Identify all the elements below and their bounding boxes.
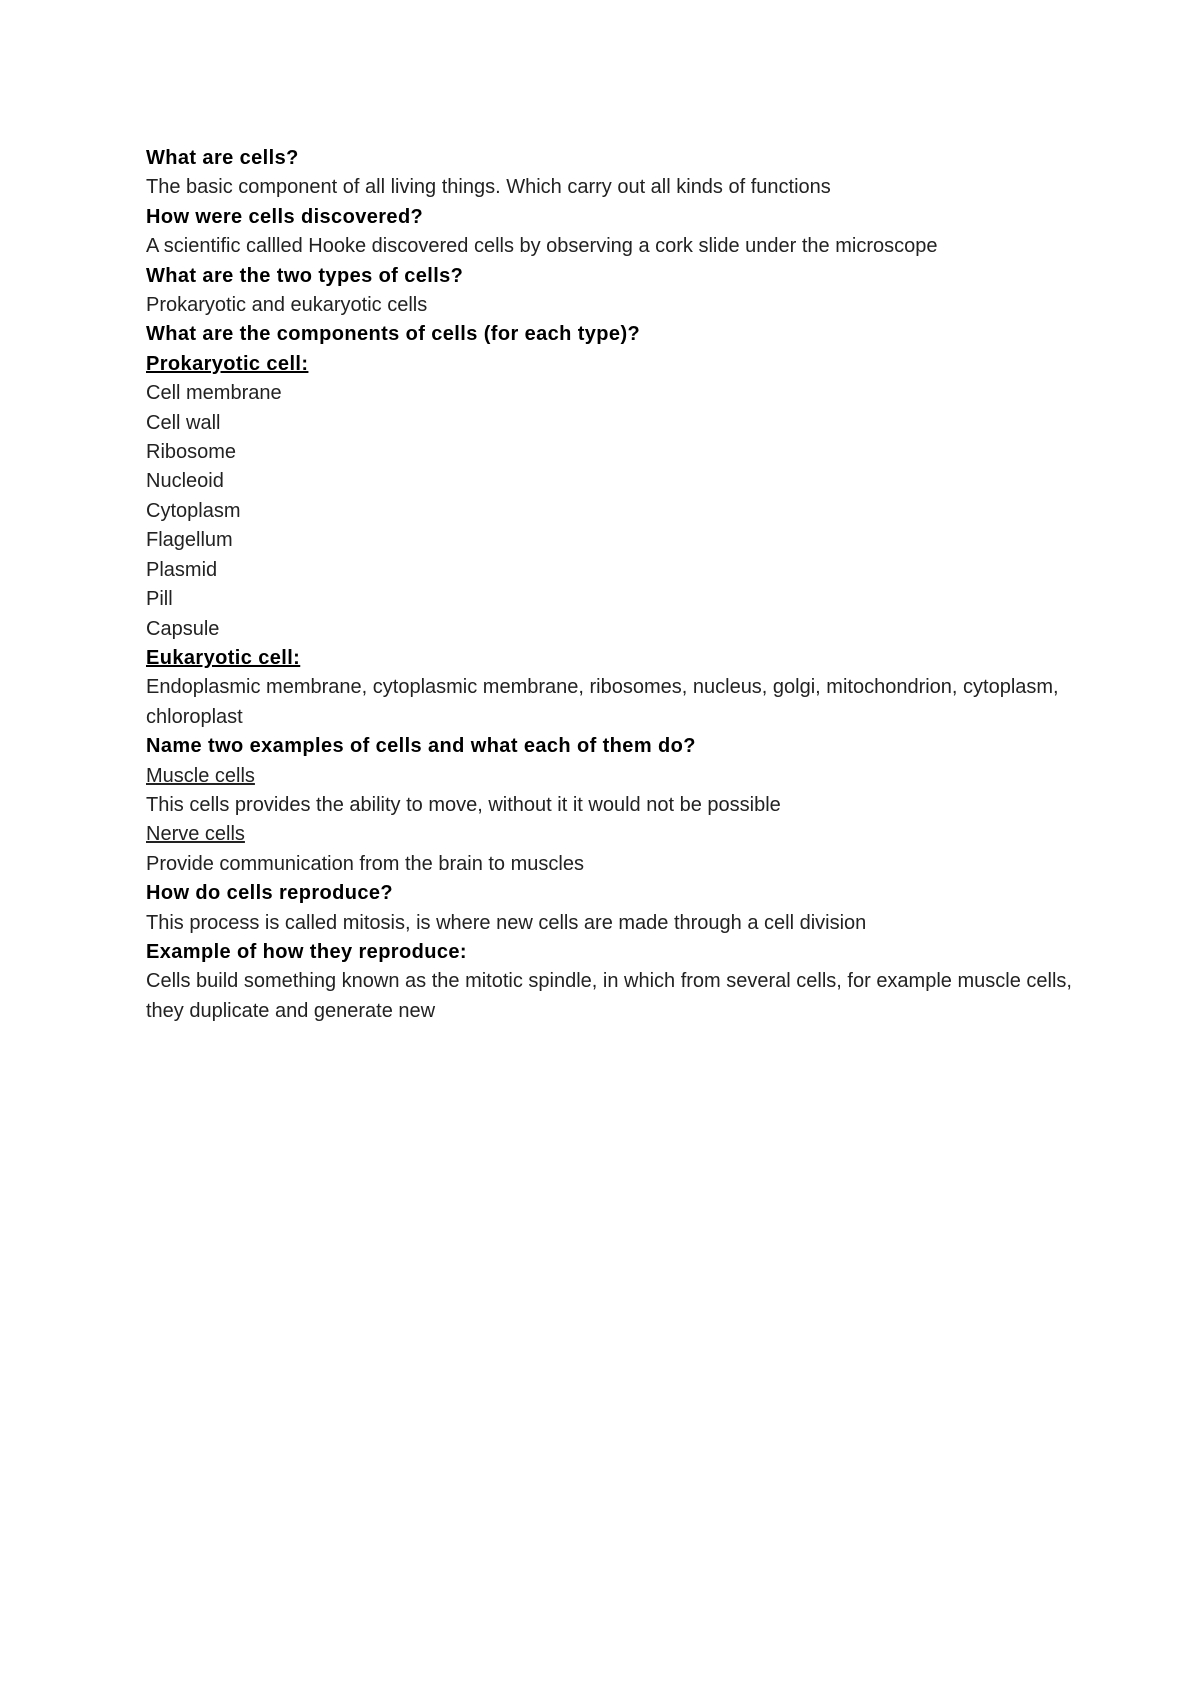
answer-how-discovered: A scientific callled Hooke discovered cells by observing a cork slide under the microscope [146,235,938,258]
muscle-cells-heading: Muscle cells [146,764,255,787]
prokaryotic-item: Plasmid [146,558,218,581]
answer-reproduce: This process is called mitosis, is where new cells are made through a cell division [146,911,867,934]
eukaryotic-heading: Eukaryotic cell: [146,646,301,669]
question-what-are-cells: What are cells? [146,147,299,169]
document-body [146,144,1096,1026]
question-reproduce: How do cells reproduce? [146,882,394,905]
prokaryotic-item: Flagellum [146,529,233,552]
nerve-cells-heading: Nerve cells [146,823,245,846]
prokaryotic-item: Pill [146,588,173,611]
prokaryotic-item: Ribosome [146,441,237,464]
prokaryotic-item: Capsule [146,617,220,640]
prokaryotic-item: Cell membrane [146,382,282,405]
nerve-cells-text: Provide communication from the brain to muscles [146,852,584,875]
muscle-cells-text: This cells provides the ability to move, without it it would not be possible [146,793,781,816]
prokaryotic-item: Cell wall [146,411,221,434]
question-example-reproduce: Example of how they reproduce: [146,940,467,963]
eukaryotic-components: Endoplasmic membrane, cytoplasmic membrane, ribosomes, nucleus, golgi, mitochondrion, cytoplasm, chloroplast [146,676,1059,728]
question-two-types: What are the two types of cells? [146,264,464,287]
question-components: What are the components of cells (for each type)? [146,323,641,346]
prokaryotic-item: Nucleoid [146,470,224,493]
answer-two-types: Prokaryotic and eukaryotic cells [146,294,428,317]
question-how-discovered: How were cells discovered? [146,205,424,228]
answer-what-are-cells: The basic component of all living things. Which carry out all kinds of functions [146,176,831,199]
prokaryotic-heading: Prokaryotic cell: [146,352,309,375]
prokaryotic-item: Cytoplasm [146,499,241,522]
question-examples: Name two examples of cells and what each of them do? [146,735,696,758]
answer-example-reproduce: Cells build something known as the mitotic spindle, in which from several cells, for example muscle cells, they duplicate and generate new [146,970,1072,1022]
